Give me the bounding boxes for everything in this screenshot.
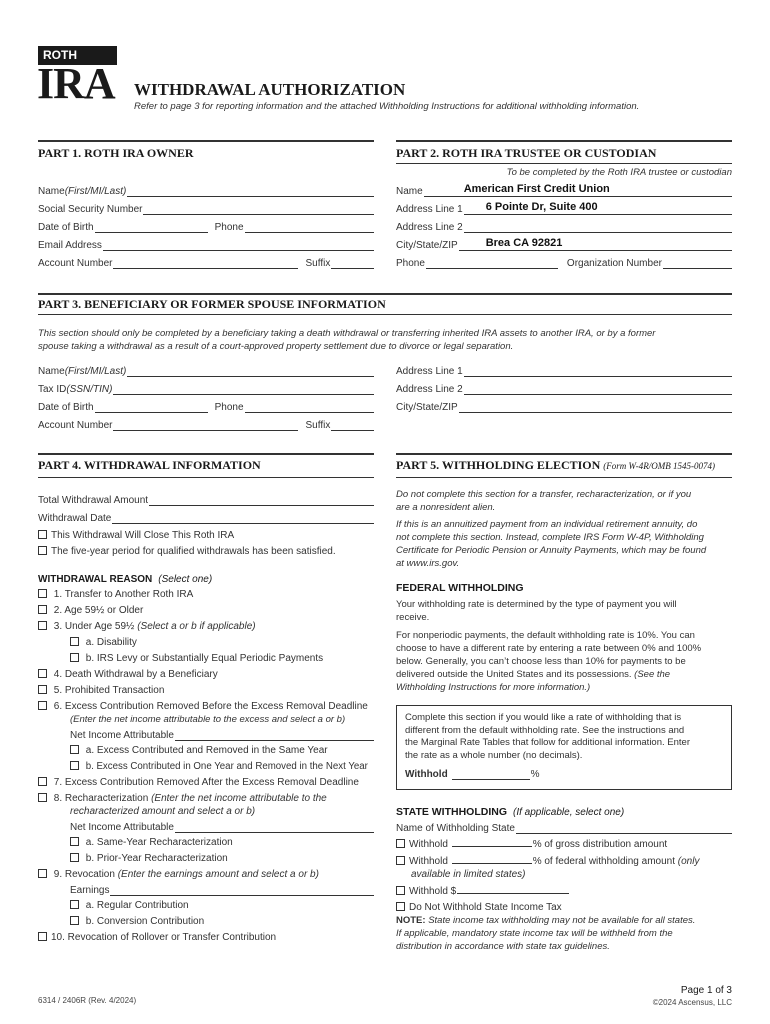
part5-annuity-note: If this is an annuitized payment from an individual retirement annuity, do not complete this section. Instead, complete IRS Form W-4P, Withholding Certificate for Periodic Pension or Annuity Payments, which may be found at www.irs.gov. [396, 519, 707, 569]
total-withdrawal-field[interactable]: Total Withdrawal Amount [38, 492, 374, 506]
five-year-option[interactable]: The five-year period for qualified withdrawals has been satisfied. [38, 545, 374, 558]
withdrawal-date-field[interactable]: Withdrawal Date [38, 510, 374, 524]
part3-heading: PART 3. BENEFICIARY OR FORMER SPOUSE INFORMATION [38, 297, 386, 311]
owner-name-field[interactable]: Name (First/MI/Last) [38, 183, 374, 197]
reason-3b[interactable]: b. IRS Levy or Substantially Equal Periodic Payments [38, 652, 383, 665]
five-year-checkbox[interactable] [38, 546, 47, 555]
owner-dob-phone-row[interactable]: Date of Birth Phone [38, 219, 374, 233]
state-option-dollar[interactable]: Withhold $ [396, 884, 732, 898]
reason-6a[interactable]: a. Excess Contributed and Removed in the Same Year [38, 744, 383, 757]
state-note: NOTE: State income tax withholding may not be available for all states. If applicable, mandatory state income tax will be withheld from the distribution in accordance with state tax guidelines. [396, 915, 696, 952]
reason-6-hint: (Enter the net income attributable to the excess and select a or b) [70, 714, 346, 725]
beneficiary-addr2-field[interactable]: Address Line 2 [396, 381, 732, 395]
owner-ssn-field[interactable]: Social Security Number [38, 201, 374, 215]
form-title: WITHDRAWAL AUTHORIZATION [134, 80, 406, 99]
state-option-federal[interactable]: Withhold % of federal withholding amount (only [396, 854, 732, 868]
beneficiary-city-field[interactable]: City/State/ZIP [396, 399, 732, 413]
custodian-name-value: American First Credit Union [463, 183, 610, 195]
reason-2[interactable]: 2. Age 59½ or Older [38, 604, 383, 617]
owner-account-row[interactable]: Account Number Suffix [38, 255, 374, 269]
reason-4[interactable]: 4. Death Withdrawal by a Beneficiary [38, 668, 383, 681]
roth-tag: ROTH [38, 46, 117, 65]
federal-rate-box: Complete this section if you would like a rate of withholding that is different from the default withholding rate. See the instructions and the Marginal Rate Tables that follow for additional information. Enter the rate as a whole number (no decimals). Withhold % [396, 705, 732, 790]
beneficiary-account-row[interactable]: Account Number Suffix [38, 417, 374, 431]
reason-8-net-income-field[interactable]: Net Income Attributable [38, 819, 374, 833]
custodian-city-value: Brea CA 92821 [485, 237, 563, 249]
state-heading: STATE WITHHOLDING [396, 806, 508, 818]
part5-note: Do not complete this section for a transfer, recharacterization, or if you are a nonresident alien. [396, 489, 692, 513]
part5-heading: PART 5. WITHHOLDING ELECTION (Form W-4R/OMB 1545-0074) [396, 458, 715, 472]
beneficiary-dob-phone-row[interactable]: Date of Birth Phone [38, 399, 374, 413]
state-heading-row: STATE WITHHOLDING (If applicable, select one) [396, 806, 625, 818]
reason-10[interactable]: 10. Revocation of Rollover or Transfer Contribution [38, 931, 383, 944]
reason-9a[interactable]: a. Regular Contribution [38, 899, 383, 912]
reason-1[interactable]: 1. Transfer to Another Roth IRA [38, 588, 383, 601]
withdrawal-reason-section: WITHDRAWAL REASON (Select one) 1. Transfer to Another Roth IRA 2. Age 59½ or Older 3. Under Age 59½ (Select a or b if applicable) a. Disability b. IRS Levy or Substantially Equal Periodic Payments 4. Death Withdrawal by a Beneficiary 5. Prohibited Transaction 6. Excess Contribution Removed Before the Excess Removal Deadline (Enter the net income attributable to the excess and select a or b) Net Income Attributable a. Excess Contributed and Removed in the Same Year b. Excess Contributed in One Year and Removed in the Next Year 7. Excess Contribution Removed After the Excess Removal Deadline 8. Recharacterization (Enter the net income attributable to the recharacterized amount and select a or b) Net Income Attributable a. Same-Year Recharacterization b. Prior-Year Recharacterization 9. Revocation (Enter the earnings amount and select a or b) Earnings a. Regular Contribution b. Conversion Contribution 10. Revocation of Rollover or Transfer Contribution [38, 573, 383, 944]
beneficiary-name-field[interactable]: Name (First/MI/Last) [38, 363, 374, 377]
page-number: Page 1 of 3 [680, 985, 732, 996]
reason-3a[interactable]: a. Disability [38, 636, 383, 649]
federal-rules: For nonperiodic payments, the default withholding rate is 10%. You can choose to have a different rate by entering a rate between 0% and 100% below. Generally, you can’t choose less than 10% for payments to be delivered outside the United States and its possessions. (See the Withholding Instructions for more information.) [396, 630, 702, 693]
part3-right-fields [396, 363, 732, 413]
state-option-none[interactable]: Do Not Withhold State Income Tax [396, 901, 732, 914]
beneficiary-taxid-field[interactable]: Tax ID (SSN/TIN) [38, 381, 374, 395]
reason-6-net-income-field[interactable]: Net Income Attributable [38, 727, 374, 741]
ira-brand: IRA [37, 59, 115, 108]
part4-fields [38, 492, 374, 558]
close-ira-checkbox[interactable] [38, 530, 47, 539]
custodian-phone-row[interactable]: Phone Organization Number [396, 255, 732, 269]
reason-9-earnings-field[interactable]: Earnings [38, 882, 374, 896]
form-id: 6314 / 2406R (Rev. 4/2024) [38, 996, 137, 1005]
custodian-name-field[interactable]: Name American First Credit Union [396, 183, 732, 197]
reason-9[interactable]: 9. Revocation (Enter the earnings amount and select a or b) [38, 868, 383, 881]
reason-8-hint: recharacterized amount and select a or b) [70, 806, 256, 817]
beneficiary-addr1-field[interactable]: Address Line 1 [396, 363, 732, 377]
reason-heading: WITHDRAWAL REASON [38, 574, 153, 585]
reason-3[interactable]: 3. Under Age 59½ (Select a or b if applicable) [38, 620, 383, 633]
part3-intro: This section should only be completed by a beneficiary taking a death withdrawal or transferring inherited IRA assets to another IRA, or by a former spouse taking a withdrawal as a result of a court-approved property settlement due to divorce or legal separation. [38, 328, 656, 352]
federal-intro: Your withholding rate is determined by the type of payment you will receive. [396, 599, 677, 623]
state-fields [396, 820, 732, 914]
reason-7[interactable]: 7. Excess Contribution Removed After the Excess Removal Deadline [38, 776, 383, 789]
custodian-addr1-field[interactable]: Address Line 1 6 Pointe Dr, Suite 400 [396, 201, 732, 215]
part2-heading: PART 2. ROTH IRA TRUSTEE OR CUSTODIAN [396, 146, 657, 160]
custodian-city-field[interactable]: City/State/ZIP Brea CA 92821 [396, 237, 732, 251]
reason-5[interactable]: 5. Prohibited Transaction [38, 684, 383, 697]
part2-fields [396, 183, 732, 269]
copyright: ©2024 Ascensus, LLC [652, 998, 732, 1007]
state-name-field[interactable]: Name of Withholding State [396, 820, 732, 834]
reason-8a[interactable]: a. Same-Year Recharacterization [38, 836, 383, 849]
close-ira-option[interactable]: This Withdrawal Will Close This Roth IRA [38, 529, 374, 542]
state-option-gross[interactable]: Withhold % of gross distribution amount [396, 837, 732, 851]
reason-6b[interactable]: b. Excess Contributed in One Year and Removed in the Next Year [38, 760, 383, 773]
reason-8b[interactable]: b. Prior-Year Recharacterization [38, 852, 383, 865]
reason-6[interactable]: 6. Excess Contribution Removed Before the Excess Removal Deadline [38, 700, 383, 713]
reason-8[interactable]: 8. Recharacterization (Enter the net income attributable to the [38, 792, 383, 805]
federal-withhold-field[interactable]: Withhold % [405, 769, 540, 780]
part1-heading: PART 1. ROTH IRA OWNER [38, 146, 194, 160]
part4-heading: PART 4. WITHDRAWAL INFORMATION [38, 458, 261, 472]
federal-heading: FEDERAL WITHHOLDING [396, 582, 524, 594]
form-subtitle: Refer to page 3 for reporting information and the attached Withholding Instructions for additional withholding information. [134, 101, 640, 112]
state-option-federal-hint: available in limited states) [411, 869, 526, 880]
custodian-addr2-field[interactable]: Address Line 2 [396, 219, 732, 233]
reason-9b[interactable]: b. Conversion Contribution [38, 915, 383, 928]
part2-note: To be completed by the Roth IRA trustee or custodian [506, 167, 732, 178]
owner-email-field[interactable]: Email Address [38, 237, 374, 251]
custodian-addr1-value: 6 Pointe Dr, Suite 400 [485, 201, 598, 213]
part3-left-fields [38, 363, 374, 431]
part1-fields [38, 183, 374, 269]
